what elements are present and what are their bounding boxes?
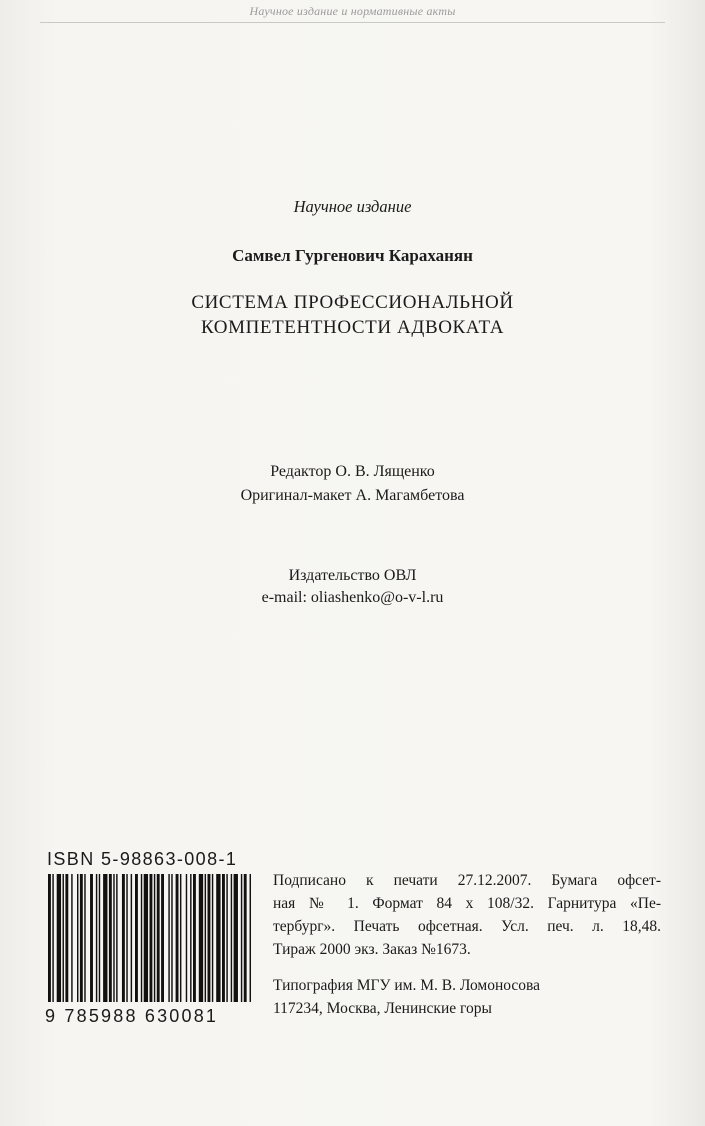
imprint-block — [273, 869, 661, 961]
barcode-bar — [109, 874, 112, 1002]
barcode-bar — [126, 874, 127, 1002]
imprint-line-4: Тираж 2000 экз. Заказ №1673. — [273, 941, 471, 958]
publisher-name: Издательство ОВЛ — [288, 567, 417, 584]
barcode-bar — [71, 874, 72, 1002]
barcode-bar — [154, 874, 155, 1002]
barcode-bar — [180, 874, 181, 1002]
barcode-bar — [52, 874, 53, 1002]
barcode-bar — [113, 874, 114, 1002]
barcode-bar — [116, 874, 117, 1002]
barcode-bar — [190, 874, 191, 1002]
book-title-line-2: КОМПЕТЕНТНОСТИ АДВОКАТА — [200, 317, 505, 338]
barcode-bar — [244, 874, 247, 1002]
barcode-bar — [234, 874, 238, 1002]
publisher-email: e-mail: oliashenko@o-v-l.ru — [261, 589, 444, 606]
barcode-bar — [131, 874, 132, 1002]
barcode-bar — [77, 874, 78, 1002]
barcode-bar — [141, 874, 142, 1002]
imprint-line-2: ная № 1. Формат 84 х 108/32. Гарнитура «Пе- — [273, 895, 661, 912]
show-through-text — [0, 70, 705, 91]
barcode-bar — [226, 874, 227, 1002]
barcode-image — [46, 874, 256, 1004]
barcode-bar — [57, 874, 61, 1002]
barcode-bar — [199, 874, 203, 1002]
editor-credit: Редактор О. В. Лященко — [270, 463, 435, 480]
barcode-bar — [216, 874, 220, 1002]
barcode-bar — [250, 874, 251, 1002]
header-rule — [40, 22, 665, 23]
barcode-bar — [48, 874, 51, 1002]
barcode-bar — [63, 874, 64, 1002]
barcode-bar — [186, 874, 187, 1002]
layout-credit: Оригинал-макет А. Магамбетова — [240, 487, 465, 504]
barcode-bar — [157, 874, 160, 1002]
barcode-bar — [150, 874, 153, 1002]
barcode-bar — [90, 874, 93, 1002]
barcode-bar — [193, 874, 196, 1002]
barcode-bar — [135, 874, 138, 1002]
book-title-line-1: СИСТЕМА ПРОФЕССИОНАЛЬНОЙ — [191, 292, 514, 313]
author-name: Самвел Гургенович Караханян — [232, 246, 473, 265]
barcode-bar — [122, 874, 125, 1002]
imprint-line-1: Подписано к печати 27.12.2007. Бумага офсет- — [273, 872, 661, 889]
barcode-bar — [65, 874, 68, 1002]
barcode-bar — [222, 874, 225, 1002]
barcode-bar — [96, 874, 97, 1002]
running-header: Научное издание и нормативные акты — [249, 4, 456, 18]
barcode-bar — [212, 874, 213, 1002]
barcode-bar — [161, 874, 164, 1002]
printer-name: Типография МГУ им. М. В. Ломоносова — [273, 977, 541, 994]
isbn-label: ISBN 5-98863-008-1 — [47, 849, 238, 869]
barcode-bar — [99, 874, 100, 1002]
publisher — [0, 565, 705, 609]
barcode-bar — [144, 874, 148, 1002]
barcode-bar — [241, 874, 242, 1002]
credits — [0, 460, 705, 508]
barcode-bar — [80, 874, 83, 1002]
barcode-bar — [84, 874, 85, 1002]
barcode-bar — [205, 874, 206, 1002]
barcode-bar — [171, 874, 172, 1002]
barcode-bar — [168, 874, 169, 1002]
printer-address: 117234, Москва, Ленинские горы — [273, 1000, 492, 1017]
printer-block — [273, 974, 661, 1020]
barcode-bar — [176, 874, 179, 1002]
imprint-line-3: тербург». Печать офсетная. Усл. печ. л. 18,48. — [273, 918, 661, 935]
barcode-digits: 9 785988 630081 — [45, 1006, 219, 1026]
barcode-bar — [208, 874, 211, 1002]
book-title — [0, 290, 705, 340]
barcode-bar — [231, 874, 232, 1002]
publication-type: Научное издание — [293, 197, 412, 216]
barcode-bar — [103, 874, 107, 1002]
